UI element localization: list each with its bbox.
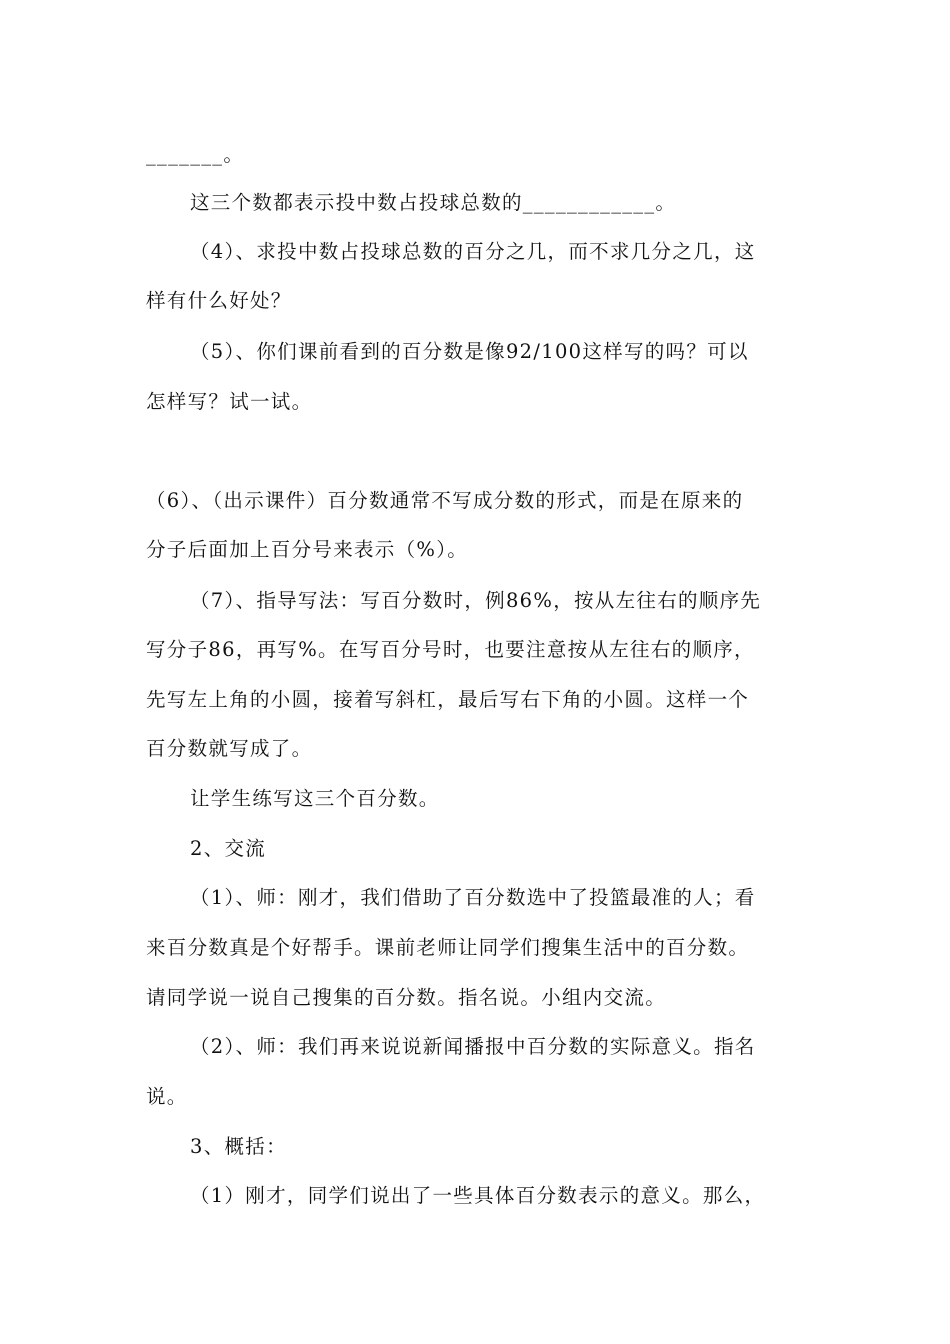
text-line-question-6: （6）、（出示课件）百分数通常不写成分数的形式，而是在原来的 [146,489,744,512]
text-line-summary-1: （1）刚才，同学们说出了一些具体百分数表示的意义。那么， [190,1184,766,1207]
text-line-exchange-1: （1）、师：刚才，我们借助了百分数选中了投篮最准的人；看 [190,886,756,909]
section-heading-3: 3、概括： [190,1135,287,1158]
text-line-question-7-cont-3: 百分数就写成了。 [146,737,313,760]
text-line-question-5-cont: 怎样写？试一试。 [146,390,313,413]
text-line-exchange-2: （2）、师：我们再来说说新闻播报中百分数的实际意义。指名 [190,1035,756,1058]
text-line-practice: 让学生练写这三个百分数。 [190,787,440,810]
text-line-question-7-cont-2: 先写左上角的小圆，接着写斜杠，最后写右下角的小圆。这样一个 [146,688,750,711]
text-line-question-4: （4）、求投中数占投球总数的百分之几，而不求几分之几，这 [190,240,756,263]
text-line-question-6-cont: 分子后面加上百分号来表示（%）。 [146,538,469,561]
text-line-question-5: （5）、你们课前看到的百分数是像92/100这样写的吗？可以 [190,340,749,363]
text-line-exchange-1-cont-2: 请同学说一说自己搜集的百分数。指名说。小组内交流。 [146,986,667,1009]
section-heading-2: 2、交流 [190,837,267,860]
text-line-question-7-cont-1: 写分子86，再写%。在写百分号时，也要注意按从左往右的顺序， [146,638,755,661]
text-line-three-numbers: 这三个数都表示投中数占投球总数的____________。 [190,191,677,214]
text-line-question-4-cont: 样有什么好处？ [146,289,292,312]
text-line-blank-answer: _______。 [146,143,245,166]
text-line-exchange-2-cont: 说。 [146,1085,188,1108]
text-line-exchange-1-cont-1: 来百分数真是个好帮手。课前老师让同学们搜集生活中的百分数。 [146,936,750,959]
text-line-question-7: （7）、指导写法：写百分数时，例86%，按从左往右的顺序先 [190,589,762,612]
